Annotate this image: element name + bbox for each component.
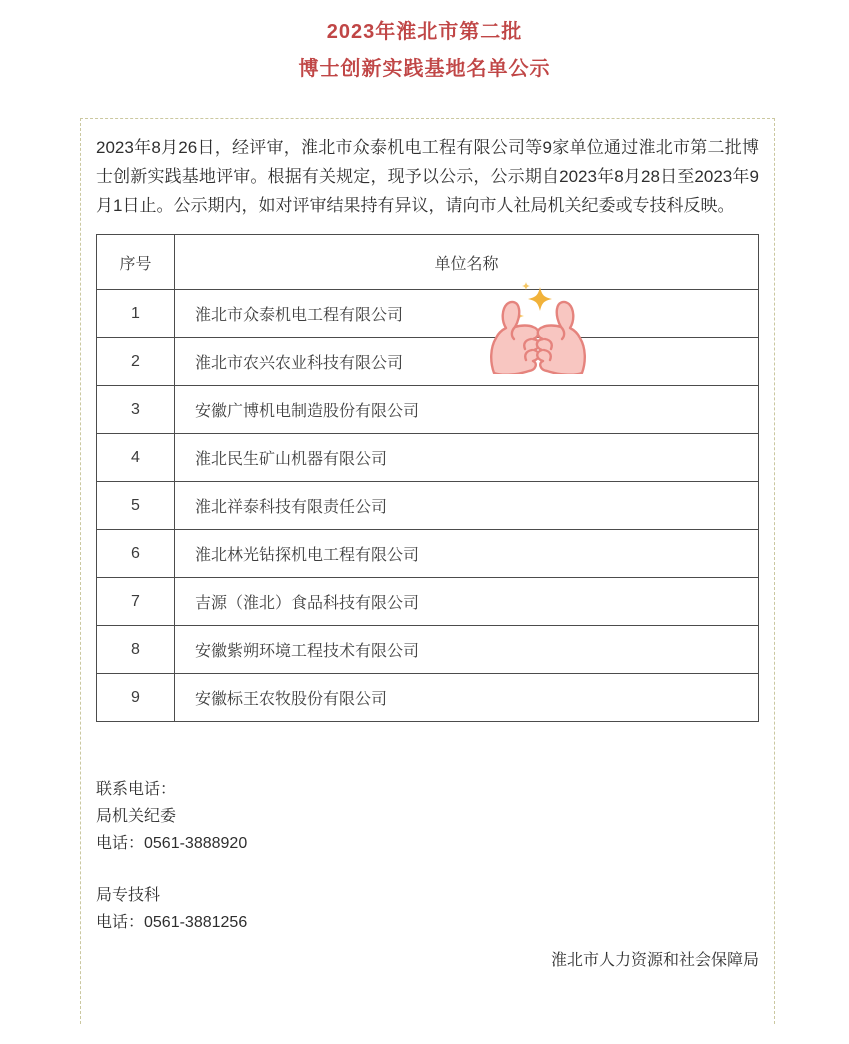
thumbs-up-sticker bbox=[478, 282, 598, 374]
company-name: 淮北民生矿山机器有限公司 bbox=[175, 434, 759, 482]
table-row bbox=[97, 674, 759, 722]
contact-phone: 电话：0561-3888920 bbox=[96, 835, 248, 852]
company-name: 淮北林光钻探机电工程有限公司 bbox=[175, 530, 759, 578]
page-title bbox=[0, 20, 849, 81]
notice-paragraph: 2023年8月26日，经评审，淮北市众泰机电工程有限公司等9家单位通过淮北市第二批博士创新实践基地评审。根据有关规定，现予以公示，公示期自2023年8月28日至2023年9月1日止。公示期内，如对评审结果持有异议，请向市人社局机关纪委或专技科反映。 bbox=[96, 138, 759, 215]
row-number: 9 bbox=[97, 674, 175, 722]
thumbs-up-icon bbox=[491, 302, 585, 374]
page-title-line-2: 博士创新实践基地名单公示 bbox=[298, 58, 551, 80]
company-name: 淮北市众泰机电工程有限公司 bbox=[175, 290, 759, 338]
row-number: 7 bbox=[97, 578, 175, 626]
row-number: 2 bbox=[97, 338, 175, 386]
contact-dept: 局机关纪委 bbox=[96, 808, 177, 825]
row-number: 8 bbox=[97, 626, 175, 674]
contact-block bbox=[96, 776, 759, 936]
row-number: 5 bbox=[97, 482, 175, 530]
row-number: 3 bbox=[97, 386, 175, 434]
issuer-signature: 淮北市人力资源和社会保障局 bbox=[550, 952, 759, 969]
table-row bbox=[97, 482, 759, 530]
row-number: 1 bbox=[97, 290, 175, 338]
company-table bbox=[96, 234, 759, 722]
contact-phone: 电话：0561-3881256 bbox=[96, 914, 248, 931]
company-name: 安徽紫朔环境工程技术有限公司 bbox=[175, 626, 759, 674]
contact-dept: 局专技科 bbox=[96, 887, 161, 904]
table-row bbox=[97, 626, 759, 674]
company-name: 安徽标王农牧股份有限公司 bbox=[175, 674, 759, 722]
table-row bbox=[97, 338, 759, 386]
table-header-no: 序号 bbox=[97, 235, 175, 290]
contact-heading: 联系电话： bbox=[96, 781, 177, 798]
company-name: 吉源（淮北）食品科技有限公司 bbox=[175, 578, 759, 626]
table-row bbox=[97, 290, 759, 338]
page-title-line-1: 2023年淮北市第二批 bbox=[326, 21, 523, 43]
table-row bbox=[97, 578, 759, 626]
table-header-row bbox=[97, 235, 759, 290]
company-name: 淮北市农兴农业科技有限公司 bbox=[175, 338, 759, 386]
company-name: 安徽广博机电制造股份有限公司 bbox=[175, 386, 759, 434]
table-header-name: 单位名称 bbox=[175, 235, 759, 290]
row-number: 4 bbox=[97, 434, 175, 482]
notice-content-box bbox=[80, 118, 775, 1024]
table-row bbox=[97, 386, 759, 434]
row-number: 6 bbox=[97, 530, 175, 578]
company-name: 淮北祥泰科技有限责任公司 bbox=[175, 482, 759, 530]
table-row bbox=[97, 530, 759, 578]
table-row bbox=[97, 434, 759, 482]
